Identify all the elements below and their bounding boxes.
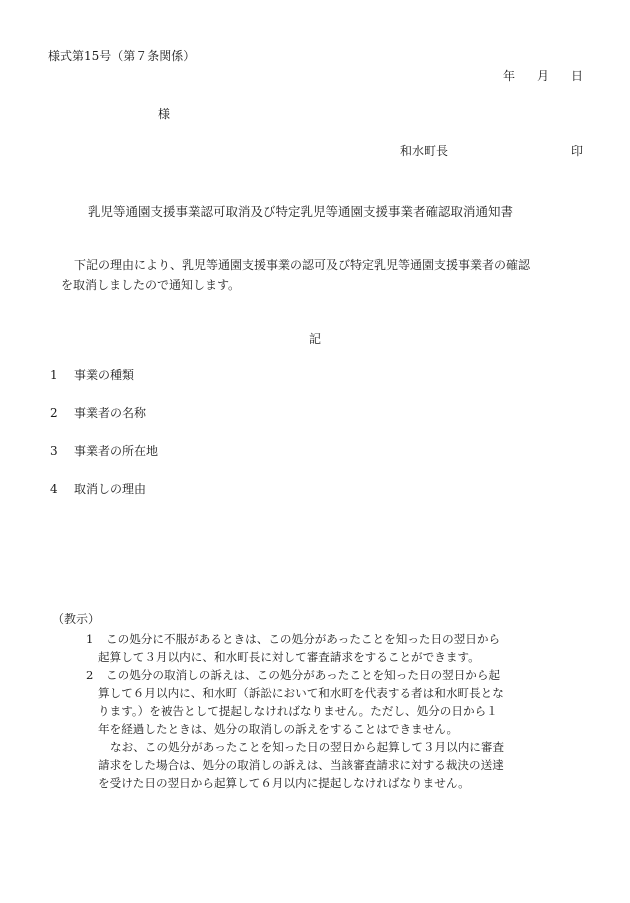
- notice-item-2-line-7: を受けた日の翌日から起算して６月以内に提起しなければなりません。: [98, 776, 470, 790]
- notice-item-2-line-3: ります。）を被告として提起しなければなりません。ただし、処分の日から１: [98, 704, 498, 718]
- notice-item-2-line-6: 請求をした場合は、処分の取消しの訴えは、当該審査請求に対する裁決の送達: [98, 758, 504, 772]
- notice-block: [86, 630, 536, 792]
- item-list: [50, 368, 158, 520]
- date-day: 日: [570, 69, 583, 83]
- item-number: 1: [50, 368, 58, 382]
- notice-item-1-line-1: [86, 630, 536, 648]
- notice-item-1-line-2: 起算して３月以内に、和水町長に対して審査請求をすることができます。: [98, 650, 480, 664]
- body-line-2: を取消しましたので通知します。: [61, 278, 241, 292]
- list-item: [50, 482, 158, 520]
- notice-text: この処分の取消しの訴えは、この処分があったことを知った日の翌日から起: [106, 668, 501, 682]
- notice-item-number: 1: [86, 632, 94, 646]
- notice-item-number: 2: [86, 668, 94, 682]
- list-item: [50, 444, 158, 482]
- date-line: [503, 69, 583, 83]
- list-item: [50, 406, 158, 444]
- list-item: [50, 368, 158, 406]
- document-title: 乳児等通園支援事業認可取消及び特定乳児等通園支援事業者確認取消通知書: [88, 204, 514, 219]
- item-number: 3: [50, 444, 58, 458]
- item-label: 取消しの理由: [74, 482, 147, 496]
- date-year: 年: [502, 69, 515, 83]
- item-label: 事業者の所在地: [74, 444, 159, 458]
- notice-heading: （教示）: [52, 612, 101, 626]
- notice-item-2-line-1: [86, 666, 536, 684]
- item-number: 4: [50, 482, 58, 496]
- notice-item-2-line-4: 年を経過したときは、処分の取消しの訴えをすることはできません。: [98, 722, 459, 736]
- item-label: 事業の種類: [74, 368, 135, 382]
- ki-heading: 記: [309, 332, 322, 346]
- issuer-name: 和水町長: [400, 144, 449, 158]
- body-line-1: 下記の理由により、乳児等通園支援事業の認可及び特定乳児等通園支援事業者の確認: [74, 258, 531, 272]
- item-number: 2: [50, 406, 58, 420]
- form-number: 様式第15号（第７条関係）: [48, 49, 196, 63]
- notice-text: この処分に不服があるときは、この処分があったことを知った日の翌日から: [106, 632, 501, 646]
- seal-mark: 印: [571, 144, 584, 158]
- notice-item-2-line-5: なお、この処分があったことを知った日の翌日から起算して３月以内に審査: [110, 740, 505, 754]
- item-label: 事業者の名称: [74, 406, 147, 420]
- notice-item-2-line-2: 算して６月以内に、和水町（訴訟において和水町を代表する者は和水町長とな: [98, 686, 504, 700]
- addressee-suffix: 様: [158, 107, 171, 121]
- body-paragraph: [48, 255, 588, 295]
- date-month: 月: [536, 69, 549, 83]
